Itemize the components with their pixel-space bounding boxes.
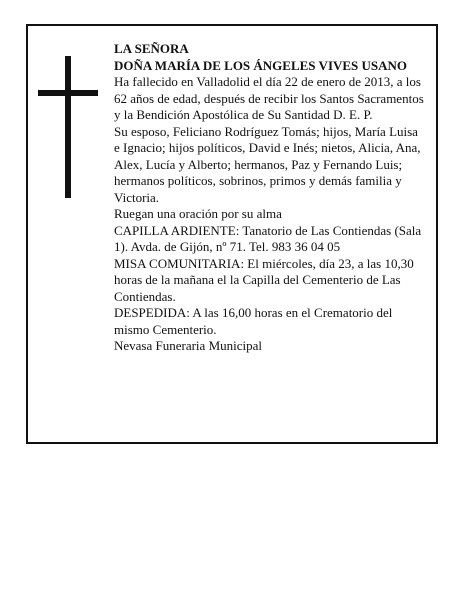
paragraph-farewell: DESPEDIDA: A las 16,00 horas en el Crematorio del mismo Cementerio. [114,305,393,337]
paragraph-family: Su esposo, Feliciano Rodríguez Tomás; hijos, María Luisa e Ignacio; hijos políticos, David e Inés; nietos, Alicia, Ana, Alex, Lucía y Alberto; hermanos, Paz y Fernando Luis; hermanos políticos, sobrinos, primos y demás familia y Victoria. [114,123,421,205]
paragraph-death: Ha fallecido en Valladolid el día 22 de enero de 2013, a los 62 años de edad, después de recibir los Santos Sacramentos y la Bendición Apostólica de Su Santidad D. E. P. [114,74,424,122]
paragraph-mass: MISA COMUNITARIA: El miércoles, día 23, a las 10,30 horas de la mañana el la Capilla del Cementerio de Las Contiendas. [114,255,414,304]
notice-text [114,41,424,355]
paragraph-chapel: CAPILLA ARDIENTE: Tanatorio de Las Contiendas (Sala 1). Avda. de Gijón, nº 71. Tel. 983 36 04 05 [114,222,422,254]
cross-horizontal-bar [38,90,98,96]
notice-title-name: DOÑA MARÍA DE LOS ÁNGELES VIVES USANO [114,57,408,73]
cross-icon [38,56,98,198]
notice-title-line1: LA SEÑORA [114,41,189,56]
cross-vertical-bar [65,56,71,198]
paragraph-funeral-home: Nevasa Funeraria Municipal [114,338,263,353]
obituary-notice [26,24,438,444]
paragraph-prayer: Ruegan una oración por su alma [114,206,282,221]
